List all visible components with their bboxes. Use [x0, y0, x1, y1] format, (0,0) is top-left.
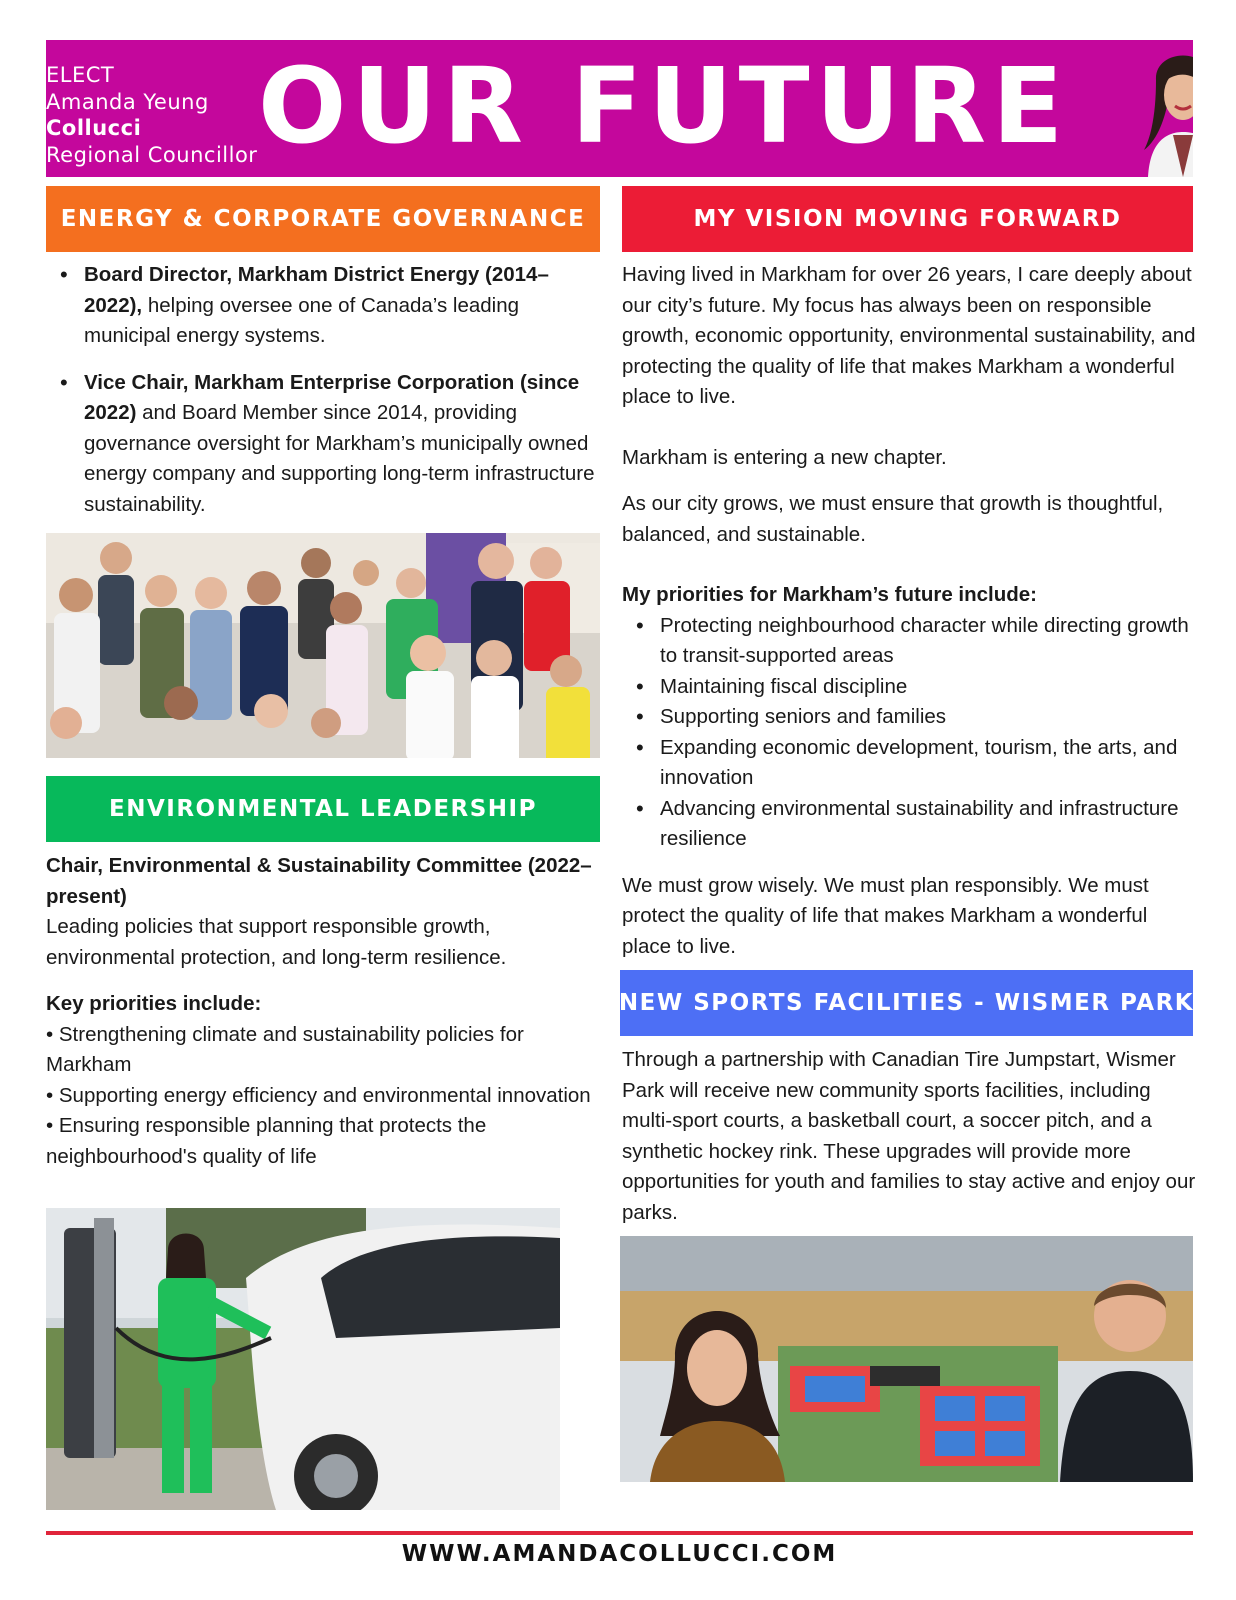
energy-list: [46, 260, 602, 536]
environment-heading: ENVIRONMENTAL LEADERSHIP: [46, 776, 600, 842]
vision-paragraph: Markham is entering a new chapter.: [622, 445, 947, 469]
candidate-last-name: Collucci: [46, 116, 142, 140]
elect-label: ELECT: [46, 63, 115, 87]
vision-paragraph: As our city grows, we must ensure that growth is thoughtful, balanced, and sustainable.: [622, 492, 1164, 546]
list-item: • Protecting neighbourhood character while directing growth to transit-supported areas: [622, 611, 1200, 672]
environment-section: [46, 851, 612, 1172]
list-item: • Strengthening climate and sustainability policies for Markham: [46, 1022, 524, 1076]
list-item: • Expanding economic development, tourism, the arts, and innovation: [622, 733, 1200, 794]
list-item: • Advancing environmental sustainability and infrastructure resilience: [622, 794, 1200, 855]
vision-section: [622, 260, 1200, 962]
wismer-park-photo: [620, 1236, 1193, 1482]
page-title: OUR FUTURE: [258, 45, 1070, 167]
candidate-role: Regional Councillor: [46, 142, 258, 167]
vision-priorities-list: [622, 611, 1200, 855]
list-item: • Supporting seniors and families: [622, 702, 1200, 733]
energy-heading: ENERGY & CORPORATE GOVERNANCE: [46, 186, 600, 252]
vision-closing: We must grow wisely. We must plan responsibly. We must protect the quality of life that makes Markham a wonderful place to live.: [622, 873, 1149, 958]
sports-description: Through a partnership with Canadian Tire Jumpstart, Wismer Park will receive new community sports facilities, including multi-sport courts, a basketball court, a soccer pitch, and a synthetic hockey rink. These upgrades will provide more opportunities for youth and families to stay active and enjoy our parks.: [622, 1048, 1196, 1224]
ev-charging-photo: [46, 1208, 560, 1510]
candidate-portrait: [1128, 40, 1193, 177]
vision-heading: MY VISION MOVING FORWARD: [622, 186, 1193, 252]
list-item: • Ensuring responsible planning that protects the neighbourhood's quality of life: [46, 1114, 487, 1168]
vision-paragraph: Having lived in Markham for over 26 years, I care deeply about our city’s future. My focus has always been on responsible growth, economic opportunity, environmental sustainability, and protecting the quality of life that makes Markham a wonderful place to live.: [622, 263, 1196, 408]
header-banner: [46, 40, 1193, 177]
list-item: • Supporting energy efficiency and environmental innovation: [46, 1083, 591, 1107]
sports-heading: NEW SPORTS FACILITIES - WISMER PARK: [620, 970, 1193, 1036]
list-item: • Vice Chair, Markham Enterprise Corporation (since 2022) and Board Member since 2014, providing governance oversight for Markham’s municipally owned energy company and supporting long-term infrastructure sustainability.: [46, 368, 602, 521]
environment-role: Chair, Environmental & Sustainability Committee (2022–present): [46, 854, 592, 908]
vision-priorities-heading: My priorities for Markham’s future include:: [622, 583, 1038, 606]
candidate-first-name: Amanda Yeung: [46, 89, 209, 114]
candidate-block: [46, 62, 257, 168]
environment-priorities-heading: Key priorities include:: [46, 992, 262, 1015]
list-item: • Board Director, Markham District Energy (2014–2022), helping oversee one of Canada’s leading municipal energy systems.: [46, 260, 602, 352]
students-group-photo: [46, 533, 600, 758]
environment-role-description: Leading policies that support responsible growth, environmental protection, and long-term resilience.: [46, 915, 507, 969]
list-item: • Maintaining fiscal discipline: [622, 672, 1200, 703]
website-link[interactable]: WWW.AMANDACOLLUCCI.COM: [401, 1541, 838, 1567]
